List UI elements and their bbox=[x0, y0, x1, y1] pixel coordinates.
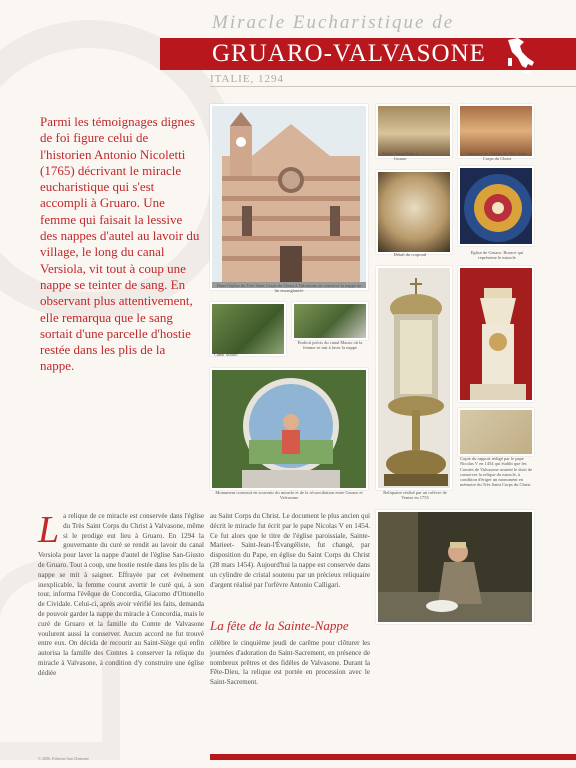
canal-place-photo bbox=[292, 302, 368, 340]
feast-subheading: La fête de la Sainte-Nappe bbox=[210, 618, 349, 633]
page-title: GRUARO-VALVASONE bbox=[212, 40, 486, 67]
caption-monument: Monument construit en souvenir du miracle et de la réconciliation entre Gruaro et Valvasone bbox=[215, 490, 363, 501]
monument-photo bbox=[210, 368, 368, 490]
dropcap-letter: L bbox=[38, 509, 60, 551]
church-photo bbox=[210, 104, 368, 290]
rose-window-photo bbox=[458, 166, 534, 246]
caption-interior: Intérieur de l'église du Très Saint Corps du Christ bbox=[467, 151, 527, 162]
caption-document: Copie du rapport rédigé par le pape Nicolas V en 1454 qui établit que les Comtes de Valvasone avaient le droit de conserver la relique du miracle, à condition d'ériger un monument en mémoire du Très Saint Corps du Christ bbox=[460, 456, 533, 488]
body-column-1 bbox=[38, 509, 204, 679]
altar-photo bbox=[458, 266, 534, 402]
intro-text: Parmi les témoignages dignes de foi figure celui de l'historien Antonio Nicoletti (1765) décrivant le miracle eucharistique qui s'est accompli à Gruaro. Une femme qui faisait la lessive des nappes d'autel au lavoir du village, le long du canal Versiola, vit tout à coup une nappe se teinter de sang. En observant plus attentivement, elle remarqua que le sang sortait d'une parcelle d'hostie restée dans les plis de la nappe. bbox=[40, 114, 200, 374]
italy-map-icon bbox=[502, 36, 538, 78]
document-photo bbox=[458, 408, 534, 456]
body-text-2: au Saint Corps du Christ. Le document le plus ancien qui décrit le miracle fut écrit par le pape Nicolas V en 1454. Ce fut alors que le titre de l'église paroissiale, Sainte-Marieet- Saint-Jean-l'Évangéliste, fut changé, par disposition du Pape, en église du Saint Corps du Christ (28 mars 1454). Aujourd'hui la nappe est conservée dans un cylindre de cristal soutenu par un précieux reliquaire d'argent réalisé par l'orfèvre Antonio Calligari. bbox=[210, 512, 371, 589]
caption-window: Eglise de Gruaro. Rosace qui représente le miracle bbox=[470, 250, 524, 261]
interior-photo bbox=[458, 104, 534, 158]
header-divider bbox=[210, 86, 576, 87]
body-text-2b: célèbre le cinquième jeudi de carême pour clôturer les journées d'adoration du Saint-Sacrement, en présence de nombreux prêtres et des fidèles de Valvasone. Durant la Fête-Dieu, la relique est portée en procession avec le Saint-Sacrement. bbox=[210, 639, 370, 687]
caption-detail: Détail du corporal bbox=[393, 252, 427, 257]
body-column-2b bbox=[210, 639, 370, 688]
washerwoman-photo bbox=[376, 510, 534, 624]
caption-canal: Canal Mauro bbox=[214, 352, 238, 357]
reliquary-photo bbox=[376, 266, 452, 490]
canal-photo bbox=[210, 302, 286, 356]
caption-church: Dans l'église du Très Saint Corps du Christ à Valvasone on conserve la nappe de lin ensanglantée bbox=[216, 283, 362, 294]
caption-canal-place: Endroit précis du canal Mauro où la femme se mit à laver la nappe bbox=[297, 340, 363, 351]
body-text-1: a relique de ce miracle est conservée dans l'église du Très Saint Corps du Christ à Valvasone, même si le prodige eut lieu à Gruaro. En 1294 la gouvernante du curé se rendit au lavoir du canal Versiola pour laver la nappe d'autel de l'église San-Giusto de Gruaro. Tout à coup, une hostie restée dans les plis de la nappe se mit à saigner. Effrayée par cet événement inexplicable, la femme courut avertir le curé qui, à son tour, informa l'évêque de Concordia, Giacomo d'Ottonello de Cividale. Celui-ci, après avoir vérifié les faits, demanda de pouvoir garder la nappe du miracle à Concordia, mais le curé de Gruaro et la famille du Comte de Valvasone voulurent aussi la conserver. Aucun accord ne fut trouvé entre eux. On décida de recourir au Saint-Siège qui enfin autorisa la famille des Comtes à conserver la relique du miracle à Valvasone, à condition d'y construire une église dédiée bbox=[38, 512, 204, 677]
caption-gruaro-church: Eglise Saint-Justo à Gruaro bbox=[382, 151, 418, 162]
copyright-text: © 2006, Edizioni San Clemente bbox=[38, 756, 89, 761]
footer-band bbox=[210, 754, 576, 760]
header-script-title: Miracle Eucharistique de bbox=[212, 12, 455, 33]
gruaro-church-photo bbox=[376, 104, 452, 158]
corporal-detail-photo bbox=[376, 170, 452, 254]
body-column-2 bbox=[210, 512, 370, 590]
caption-reliquary: Reliquaire réalisé par un orfèvre de Venise en 1755 bbox=[383, 490, 447, 501]
header-subtitle: ITALIE, 1294 bbox=[210, 73, 285, 85]
